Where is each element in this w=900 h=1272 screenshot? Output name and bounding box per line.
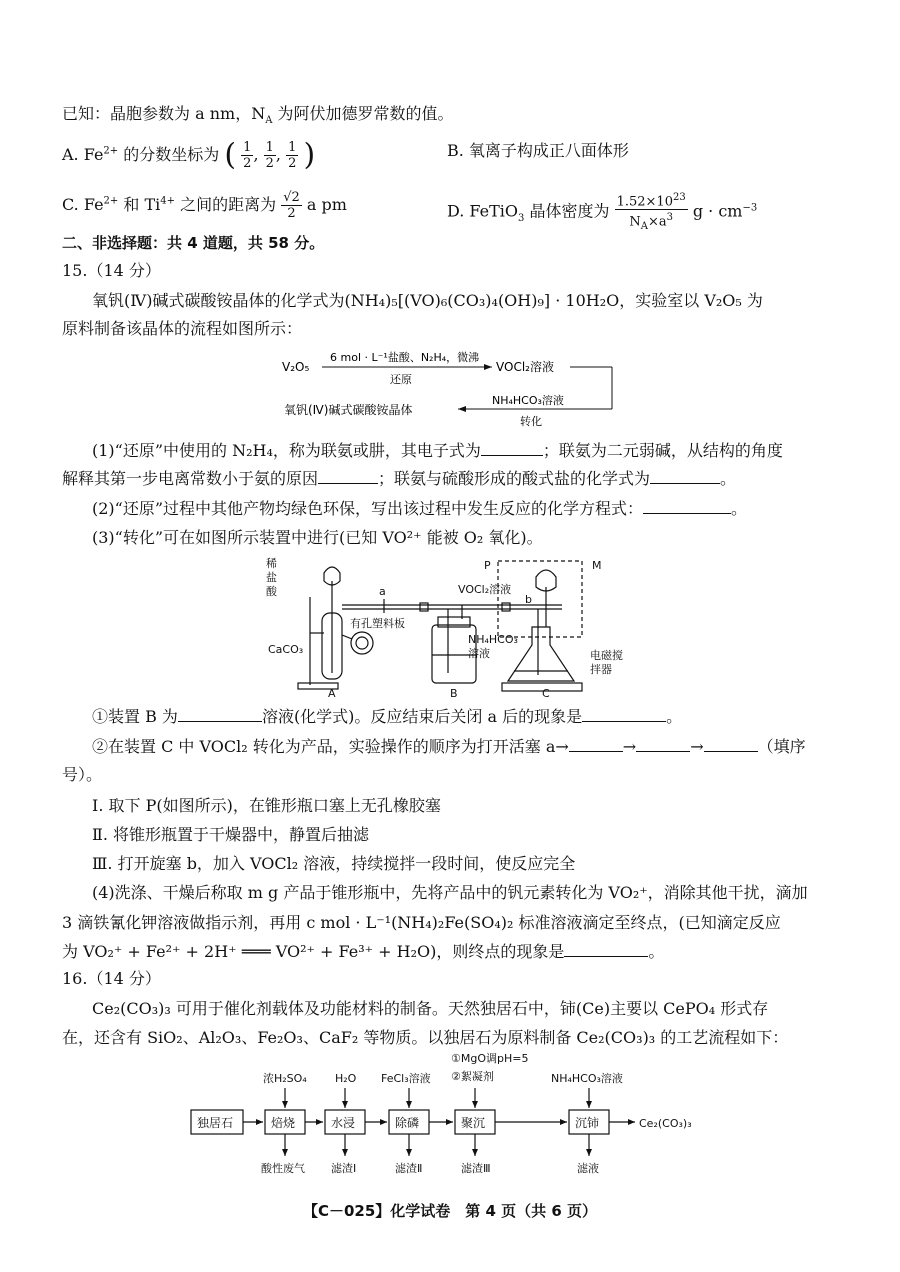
svg-text:A: A <box>328 687 336 700</box>
svg-text:电磁搅: 电磁搅 <box>590 649 623 662</box>
svg-text:滤液: 滤液 <box>577 1162 599 1175</box>
svg-text:NH₄HCO₃: NH₄HCO₃ <box>468 633 518 646</box>
q16-heading: 16.（14 分） <box>62 969 161 988</box>
flow1-bottom-label: 还原 <box>390 373 412 386</box>
svg-text:B: B <box>450 687 458 700</box>
q16-intro-2: 在，还含有 SiO₂、Al₂O₃、Fe₂O₃、CaF₂ 等物质。以独居石为原料制备 Ce₂(CO₃)₃ 的工艺流程如下： <box>62 1028 789 1047</box>
svg-text:C: C <box>542 687 550 700</box>
q16-intro-1: Ce₂(CO₃)₃ 可用于催化剂载体及功能材料的制备。天然独居石中，铈(Ce)主要以 CePO₄ 形式存 <box>92 999 769 1018</box>
apparatus-diagram <box>262 555 642 700</box>
svg-text:滤渣Ⅱ: 滤渣Ⅱ <box>395 1162 423 1175</box>
flow-diagram-1 <box>270 345 630 430</box>
flow2-raw: 独居石 <box>197 1116 234 1130</box>
q15-2: (2)“还原”过程中其他产物均绿色环保，写出该过程中发生反应的化学方程式： 。 <box>92 499 748 518</box>
flow-diagram-2 <box>185 1050 705 1180</box>
svg-text:M: M <box>592 559 602 572</box>
q15-3-1: ①装置 B 为 溶液(化学式)。反应结束后关闭 a 后的现象是 。 <box>92 707 683 726</box>
svg-text:滤渣Ⅰ: 滤渣Ⅰ <box>331 1162 357 1175</box>
option-c: C. $Fe^{2+}$ 和 $Ti^{4+}$ 之间的距离为 $\frac{√2}{2}$ a pm <box>62 190 347 221</box>
step-1: Ⅰ. 取下 P(如图所示)，在锥形瓶口塞上无孔橡胶塞 <box>92 796 441 815</box>
svg-text:①MgO调pH=5: ①MgO调pH=5 <box>451 1052 529 1065</box>
svg-text:浓H₂SO₄: 浓H₂SO₄ <box>263 1072 307 1085</box>
option-d: D. FeTiO$_3$ 晶体密度为 $\frac{1.52\times 10^{23}}{N_A\times a^3}$ $g \cdot cm^{-3}$ <box>447 192 758 233</box>
svg-text:拌器: 拌器 <box>590 663 612 676</box>
section-heading: 二、非选择题：共 4 道题，共 58 分。 <box>62 234 325 252</box>
svg-text:②絮凝剂: ②絮凝剂 <box>451 1070 494 1083</box>
flow1-step2: 转化 <box>520 415 542 428</box>
flow1-reagent2: NH₄HCO₃溶液 <box>492 394 564 407</box>
flow2-s1: 焙烧 <box>271 1116 296 1130</box>
q15-4-line2: 3 滴铁氰化钾溶液做指示剂，再用 c mol · L⁻¹(NH₄)₂Fe(SO₄)₂ 标准溶液滴定至终点，(已知滴定反应 <box>62 913 781 932</box>
flow1-top-label: 6 mol · L⁻¹盐酸、N₂H₄，微沸 <box>330 351 480 364</box>
q15-heading: 15.（14 分） <box>62 261 161 280</box>
step-3: Ⅲ. 打开旋塞 b，加入 VOCl₂ 溶液，持续搅拌一段时间，使反应完全 <box>92 854 576 873</box>
svg-text:盐: 盐 <box>266 571 277 584</box>
svg-text:稀: 稀 <box>266 557 277 570</box>
svg-text:H₂O: H₂O <box>335 1072 357 1085</box>
svg-text:a: a <box>379 585 386 598</box>
q15-4-line3: 为 VO₂⁺ + Fe²⁺ + 2H⁺ ═══ VO²⁺ + Fe³⁺ + H₂O)，则终点的现象是 。 <box>62 942 665 961</box>
q15-intro-2: 原料制备该晶体的流程如图所示： <box>62 319 303 338</box>
option-a: A. $Fe^{2+}$ 的分数坐标为 ( $\frac{1}{2}$ , $\frac{1}{2}$ , $\frac{1}{2}$ ) <box>62 137 316 173</box>
flow2-s4: 聚沉 <box>461 1116 486 1130</box>
svg-text:FeCl₃溶液: FeCl₃溶液 <box>381 1072 431 1085</box>
q15-3-2: ②在装置 C 中 VOCl₂ 转化为产品，实验操作的顺序为打开活塞 a→ → → （填序 <box>92 737 806 756</box>
svg-text:有孔塑料板: 有孔塑料板 <box>350 617 405 630</box>
q15-1-line1: (1)“还原”中使用的 N₂H₄，称为联氨或肼，其电子式为 ；联氨为二元弱碱，从结构的角度 <box>92 441 783 460</box>
flow1-final: 氧钒(Ⅳ)碱式碳酸铵晶体 <box>284 403 413 417</box>
known-text: 已知：晶胞参数为 a nm，$N_A$ 为阿伏加德罗常数的值。 <box>62 104 454 127</box>
flow2-product: Ce₂(CO₃)₃ <box>639 1117 692 1130</box>
svg-text:溶液: 溶液 <box>468 647 490 660</box>
svg-text:P: P <box>484 559 491 572</box>
svg-text:VOCl₂溶液: VOCl₂溶液 <box>458 583 512 596</box>
svg-text:NH₄HCO₃溶液: NH₄HCO₃溶液 <box>551 1072 623 1085</box>
q15-3-2-tail: 号）。 <box>62 765 103 784</box>
q15-4-line1: (4)洗涤、干燥后称取 m g 产品于锥形瓶中，先将产品中的钒元素转化为 VO₂⁺，消除其他干扰，滴加 <box>92 883 808 902</box>
svg-text:酸性废气: 酸性废气 <box>261 1162 305 1175</box>
page-footer: 【C－025】化学试卷 第 4 页（共 6 页） <box>302 1202 598 1220</box>
q15-1-line2: 解释其第一步电离常数小于氨的原因 ；联氨与硫酸形成的酸式盐的化学式为 。 <box>62 469 737 488</box>
flow1-product1: VOCl₂溶液 <box>496 360 554 374</box>
flow2-s5: 沉铈 <box>575 1116 600 1130</box>
flow2-s2: 水浸 <box>331 1116 356 1130</box>
svg-text:CaCO₃: CaCO₃ <box>268 643 304 656</box>
option-b: B. 氧离子构成正八面体形 <box>447 141 629 160</box>
step-2: Ⅱ. 将锥形瓶置于干燥器中，静置后抽滤 <box>92 825 370 844</box>
svg-text:滤渣Ⅲ: 滤渣Ⅲ <box>461 1162 491 1175</box>
flow2-s3: 除磷 <box>395 1116 420 1130</box>
svg-text:b: b <box>525 593 532 606</box>
q15-intro-1: 氧钒(Ⅳ)碱式碳酸铵晶体的化学式为(NH₄)₅[(VO)₆(CO₃)₄(OH)₉] · 10H₂O，实验室以 V₂O₅ 为 <box>92 291 763 310</box>
svg-text:酸: 酸 <box>266 585 277 598</box>
flow1-start: V₂O₅ <box>282 360 310 374</box>
q15-3: (3)“转化”可在如图所示装置中进行(已知 VO²⁺ 能被 O₂ 氧化)。 <box>92 528 543 547</box>
